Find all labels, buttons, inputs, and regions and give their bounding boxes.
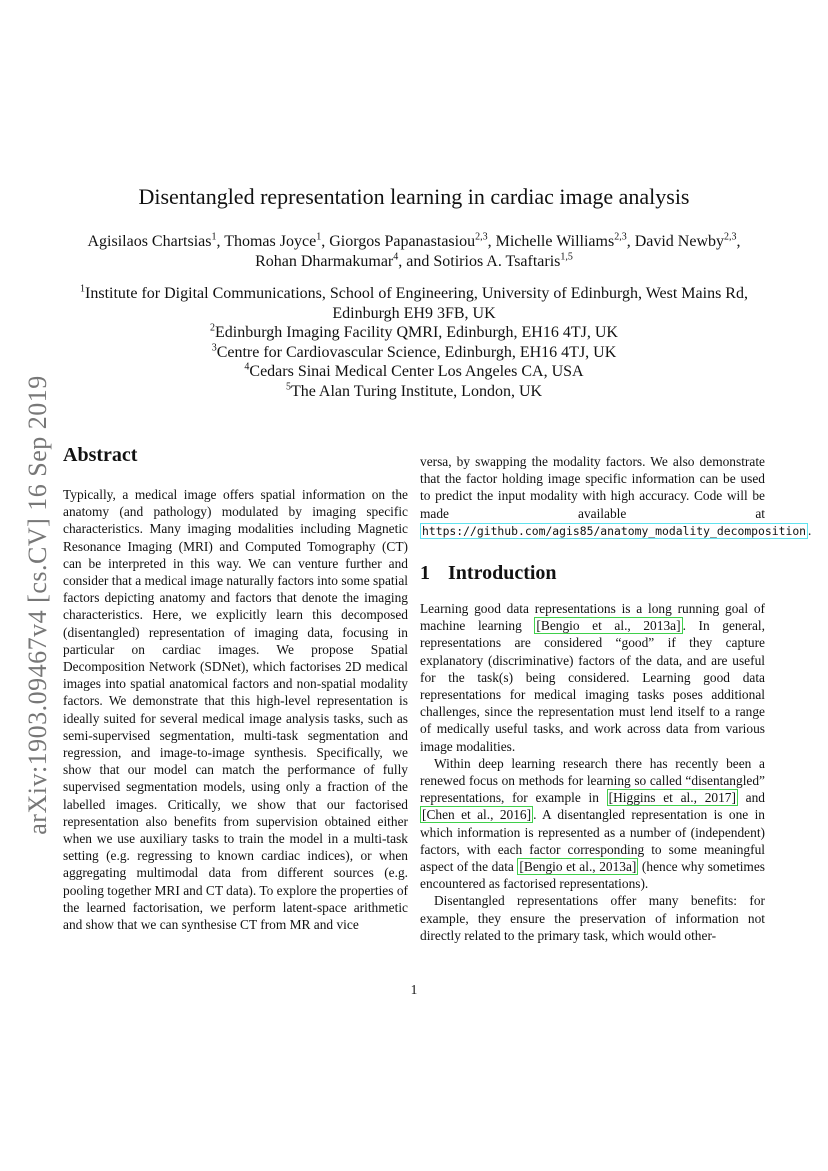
page-number: 1 xyxy=(410,982,418,997)
section-heading xyxy=(420,562,557,585)
abstract-body: Typically, a medical image offers spatial information on the anatomy (and pathology) modulated by imaging specific characteristics. Many imaging modalities including Magnetic Resonance Imaging (MRI) and Computed Tomography (CT) can be interpreted in this way. We can venture further and consider that a medical image naturally factors into some spatial factors depicting anatomy and factors that denote the imaging characteristics. Here, we explicitly learn this decomposed (disentangled) representation of imaging data, focusing in particular on cardiac images. We propose Spatial Decomposition Network (SDNet), which factorises 2D medical images into spatial anatomical factors and non-spatial modality factors. We demonstrate that this high-level representation is ideally suited for several medical image analysis tasks, such as semi-supervised segmentation, multi-task segmentation and regression, and image-to-image synthesis. Specifically, we show that our model can match the performance of fully supervised segmentation models, using only a fraction of the labelled images. Critically, we show that our factorised representation also benefits from supervision obtained either when we use auxiliary tasks to train the model in a multi-task setting (e.g. regressing to known cardiac indices), or when aggregating multimodal data from different sources (e.g. pooling together MRI and CT data). To explore the properties of the learned factorisation, we perform latent-space arithmetic and show that we can synthesise CT from MR and vice xyxy=(63,487,408,933)
paper-title: Disentangled representation learning in cardiac image analysis xyxy=(138,184,690,209)
section-number: 1 xyxy=(420,562,430,584)
author-list xyxy=(80,232,748,272)
author: Giorgos Papanastasiou$^{2,3}$, xyxy=(329,231,496,250)
introduction-body xyxy=(420,600,765,944)
affiliation: $^4$Cedars Sinai Medical Center Los Angeles CA, USA xyxy=(244,361,584,380)
author: Sotirios A. Tsaftaris$^{1,5}$ xyxy=(433,251,573,270)
paragraph: Within deep learning research there has recently been a renewed focus on methods for learning so called “disentangled” representations, for example in [Higgins et al., 2017] and [Chen et al., 2016] . A disentangled representation is one in which information is represented as a number of (independent) factors, with each factor corresponding to some meaningful aspect of the data [Bengio et al., 2013a] (hence why sometimes encountered as factorised representations). xyxy=(420,755,765,892)
arxiv-stamp-text: arXiv:1903.09467v4 [cs.CV] 16 Sep 2019 xyxy=(23,375,53,835)
arxiv-stamp xyxy=(14,360,62,850)
author: Agisilaos Chartsias$^1$, xyxy=(87,231,225,250)
paragraph: Disentangled representations offer many benefits: for example, they ensure the preservation of information not directly related to the primary task, which would other- xyxy=(420,893,765,943)
citation-link[interactable]: [Higgins et al., 2017] xyxy=(608,790,736,806)
citation-link[interactable]: [Bengio et al., 2013a] xyxy=(519,859,637,875)
paragraph: Learning good data representations is a long running goal of machine learning [Bengio et al., 2013a] . In general, representations are considered “good” if they capture explanatory (discriminative) factors of the data, and are useful for the task(s) being considered. Learning good data representations for medical imaging tasks poses additional challenges, since the representation must lend itself to a range of medically useful tasks, and work across data from various image modalities. xyxy=(420,601,765,754)
affiliation: $^1$Institute for Digital Communications, School of Engineering, University of Edinburgh, West Mains Rd, Edinburgh EH9 3FB, UK xyxy=(80,283,748,322)
affiliation: $^5$The Alan Turing Institute, London, UK xyxy=(285,381,543,400)
affiliation-list xyxy=(70,284,758,401)
code-link[interactable]: https://github.com/agis85/anatomy_modality_decomposition xyxy=(422,523,807,538)
citation-link[interactable]: [Chen et al., 2016] xyxy=(422,807,532,823)
author: Michelle Williams$^{2,3}$, xyxy=(495,231,635,250)
author: David Newby$^{2,3}$, xyxy=(634,231,741,250)
affiliation: $^2$Edinburgh Imaging Facility QMRI, Edinburgh, EH16 4TJ, UK xyxy=(210,322,618,341)
author: Thomas Joyce$^1$, xyxy=(224,231,330,250)
section-title: Introduction xyxy=(448,562,557,584)
author: Rohan Dharmakumar$^4$, and xyxy=(255,251,434,270)
abstract-continuation: versa, by swapping the modality factors. We also demonstrate that the factor holding image specific information can be used to predict the input modality with high accuracy. Code will be made available at https://github.com/agis85/anatomy_modality_decomposition . xyxy=(420,454,812,538)
abstract-heading: Abstract xyxy=(63,444,138,466)
citation-link[interactable]: [Bengio et al., 2013a] xyxy=(536,618,681,634)
affiliation: $^3$Centre for Cardiovascular Science, Edinburgh, EH16 4TJ, UK xyxy=(211,342,617,361)
